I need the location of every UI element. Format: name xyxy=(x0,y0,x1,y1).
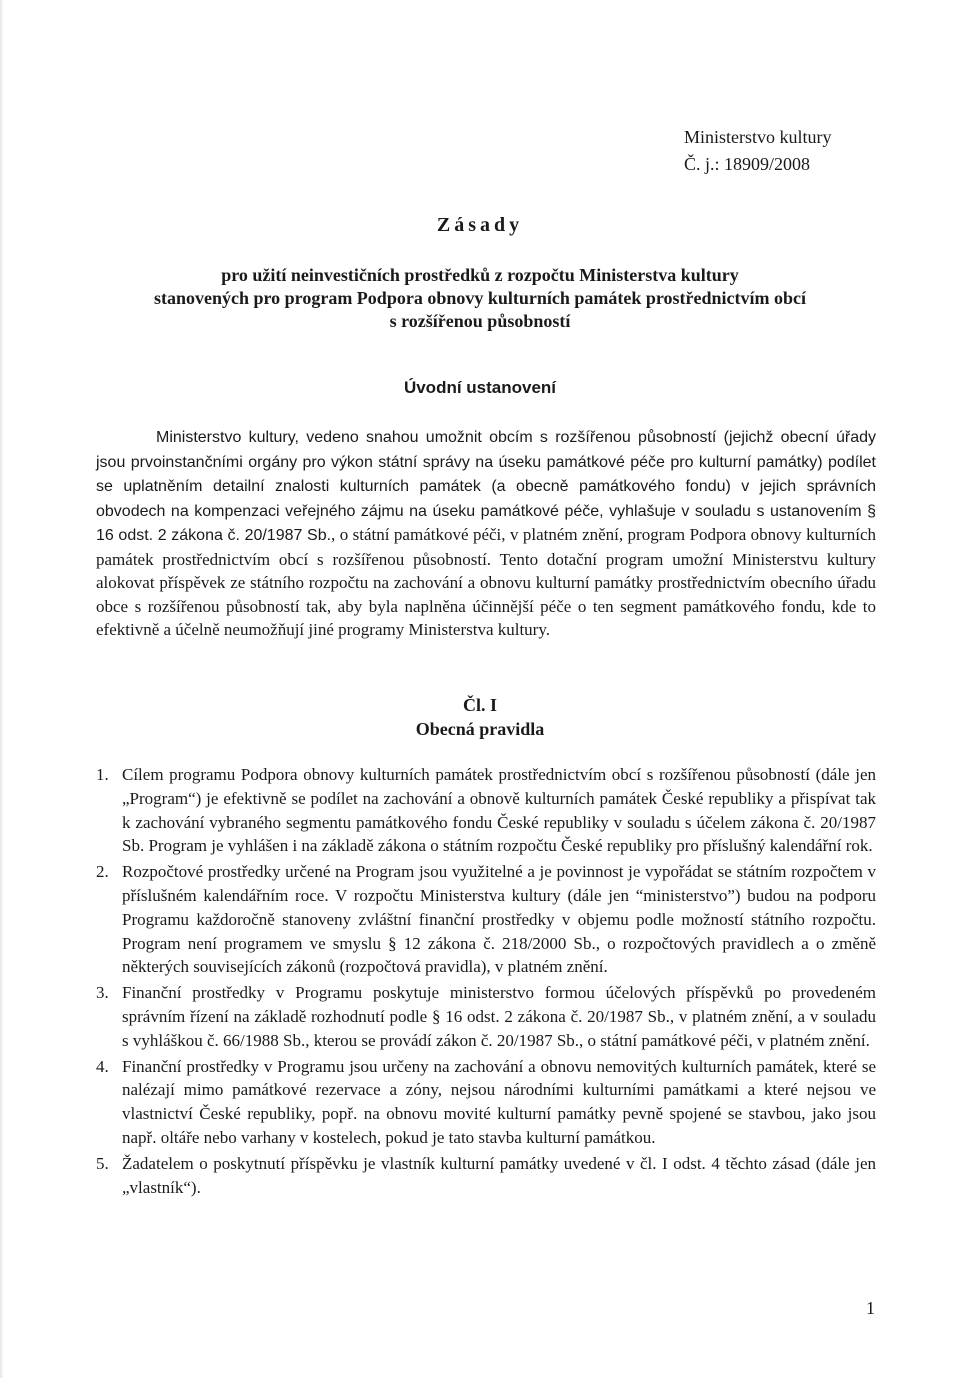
article-number: Čl. I xyxy=(462,695,497,715)
rule-number: 1. xyxy=(96,765,109,784)
document-title: Zásady xyxy=(436,214,524,236)
subtitle-line: stanovených pro program Podpora obnovy kulturních památek prostřednictvím obcí xyxy=(153,288,807,308)
rule-item xyxy=(96,763,876,858)
rule-number: 3. xyxy=(96,983,109,1003)
rule-text: Finanční prostředky v Programu poskytuje ministerstvo formou účelových příspěvků po provedeném správním řízení na základě rozhodnutí podle § 16 odst. 2 zákona č. 20/1987 Sb., v platném znění, a v souladu s vyhláškou č. 66/1988 Sb., kterou se provádí zákon č. 20/1987 Sb., o státní památkové péči, v platném znění. xyxy=(122,983,876,1050)
rule-number: 4. xyxy=(96,1056,109,1076)
rule-text: Cílem programu Podpora obnovy kulturních památek prostřednictvím obcí s rozšířenou působností (dále jen „Program“) je efektivně se podílet na zachování a obnově kulturních památek České republiky a přispívat tak k zachování vybraného segmentu památkového fondu České republiky v souladu s účelem zákona č. 20/1987 Sb. Program je vyhlášen i na základě zákona o státním rozpočtu České republiky pro příslušný kalendářní rok. xyxy=(122,765,876,856)
subtitle-line: pro užití neinvestičních prostředků z rozpočtu Ministerstva kultury xyxy=(221,265,739,285)
document-subtitle xyxy=(80,264,880,333)
intro-paragraph-part1: Ministerstvo kultury, vedeno snahou umožnit obcím s rozšířenou působností (jejichž obecní úřady jsou prvoinstančními orgány pro výkon státní správy na úseku památkové péče pro kulturní památky) podílet se uplatněním detailní znalosti kulturních památek (a obecně památkového fondu) v jejich správních obvodech na kompenzaci veřejného zájmu na úseku památkové péče, vyhlašuje v souladu s ustanovením § 16 odst. 2 zákona č. 20/1987 Sb. xyxy=(96,429,876,544)
article-title: Obecná pravidla xyxy=(415,719,545,739)
rule-item xyxy=(96,1055,876,1150)
subtitle-line: s rozšířenou působností xyxy=(389,311,571,331)
rule-number: 5. xyxy=(96,1153,109,1173)
ministry-name: Ministerstvo kultury xyxy=(684,127,832,147)
rule-text: Finanční prostředky v Programu jsou určeny na zachování a obnovu nemovitých kulturních památek, které se nalézají mimo památkové rezervace a zóny, nejsou národními kulturními památkami a které nejsou ve vlastnictví České republiky, popř. na obnovu movité kulturní památky pevně spojené se stavbou, jako jsou např. oltáře nebo varhany v kostelech, pokud je tato stavba kulturní památkou. xyxy=(122,1056,876,1147)
intro-paragraph-part2: , o státní památkové péči, v platném znění, program Podpora obnovy kulturních památek prostřednictvím obcí s rozšířenou působností. Tento dotační program umožní Ministerstvu kultury alokovat příspěvek ze státního rozpočtu na zachování a obnovu kulturní památky prostřednictvím obecního úřadu obce s rozšířenou působností tak, aby byla naplněna účinnější péče o ten segment památkového fondu, kde to efektivně a účelně neumožňují jiné programy Ministerstva kultury. xyxy=(96,525,876,639)
rule-text: Žadatelem o poskytnutí příspěvku je vlastník kulturní památky uvedené v čl. I odst. 4 těchto zásad (dále jen „vlastník“). xyxy=(122,1153,876,1197)
rule-text: Rozpočtové prostředky určené na Program jsou využitelné a je povinnost je vypořádat se státním rozpočtem v příslušném kalendářním roce. V rozpočtu Ministerstva kultury (dále jen “ministerstvo”) budou na podporu Programu každoročně stanoveny zvláštní finanční prostředky v objemu podle možností státního rozpočtu. Program není programem ve smyslu § 12 zákona č. 218/2000 Sb., o rozpočtových pravidlech a o změně některých souvisejících zákonů (rozpočtová pravidla), v platném znění. xyxy=(122,862,876,977)
rule-item xyxy=(96,860,876,979)
rules-list xyxy=(96,763,876,1201)
rule-item xyxy=(96,1152,876,1200)
rule-number: 2. xyxy=(96,862,109,882)
reference-number: Č. j.: 18909/2008 xyxy=(684,154,811,174)
intro-heading: Úvodní ustanovení xyxy=(403,378,557,397)
rule-item xyxy=(96,981,876,1052)
intro-paragraph xyxy=(96,425,876,642)
page-number: 1 xyxy=(866,1298,875,1318)
